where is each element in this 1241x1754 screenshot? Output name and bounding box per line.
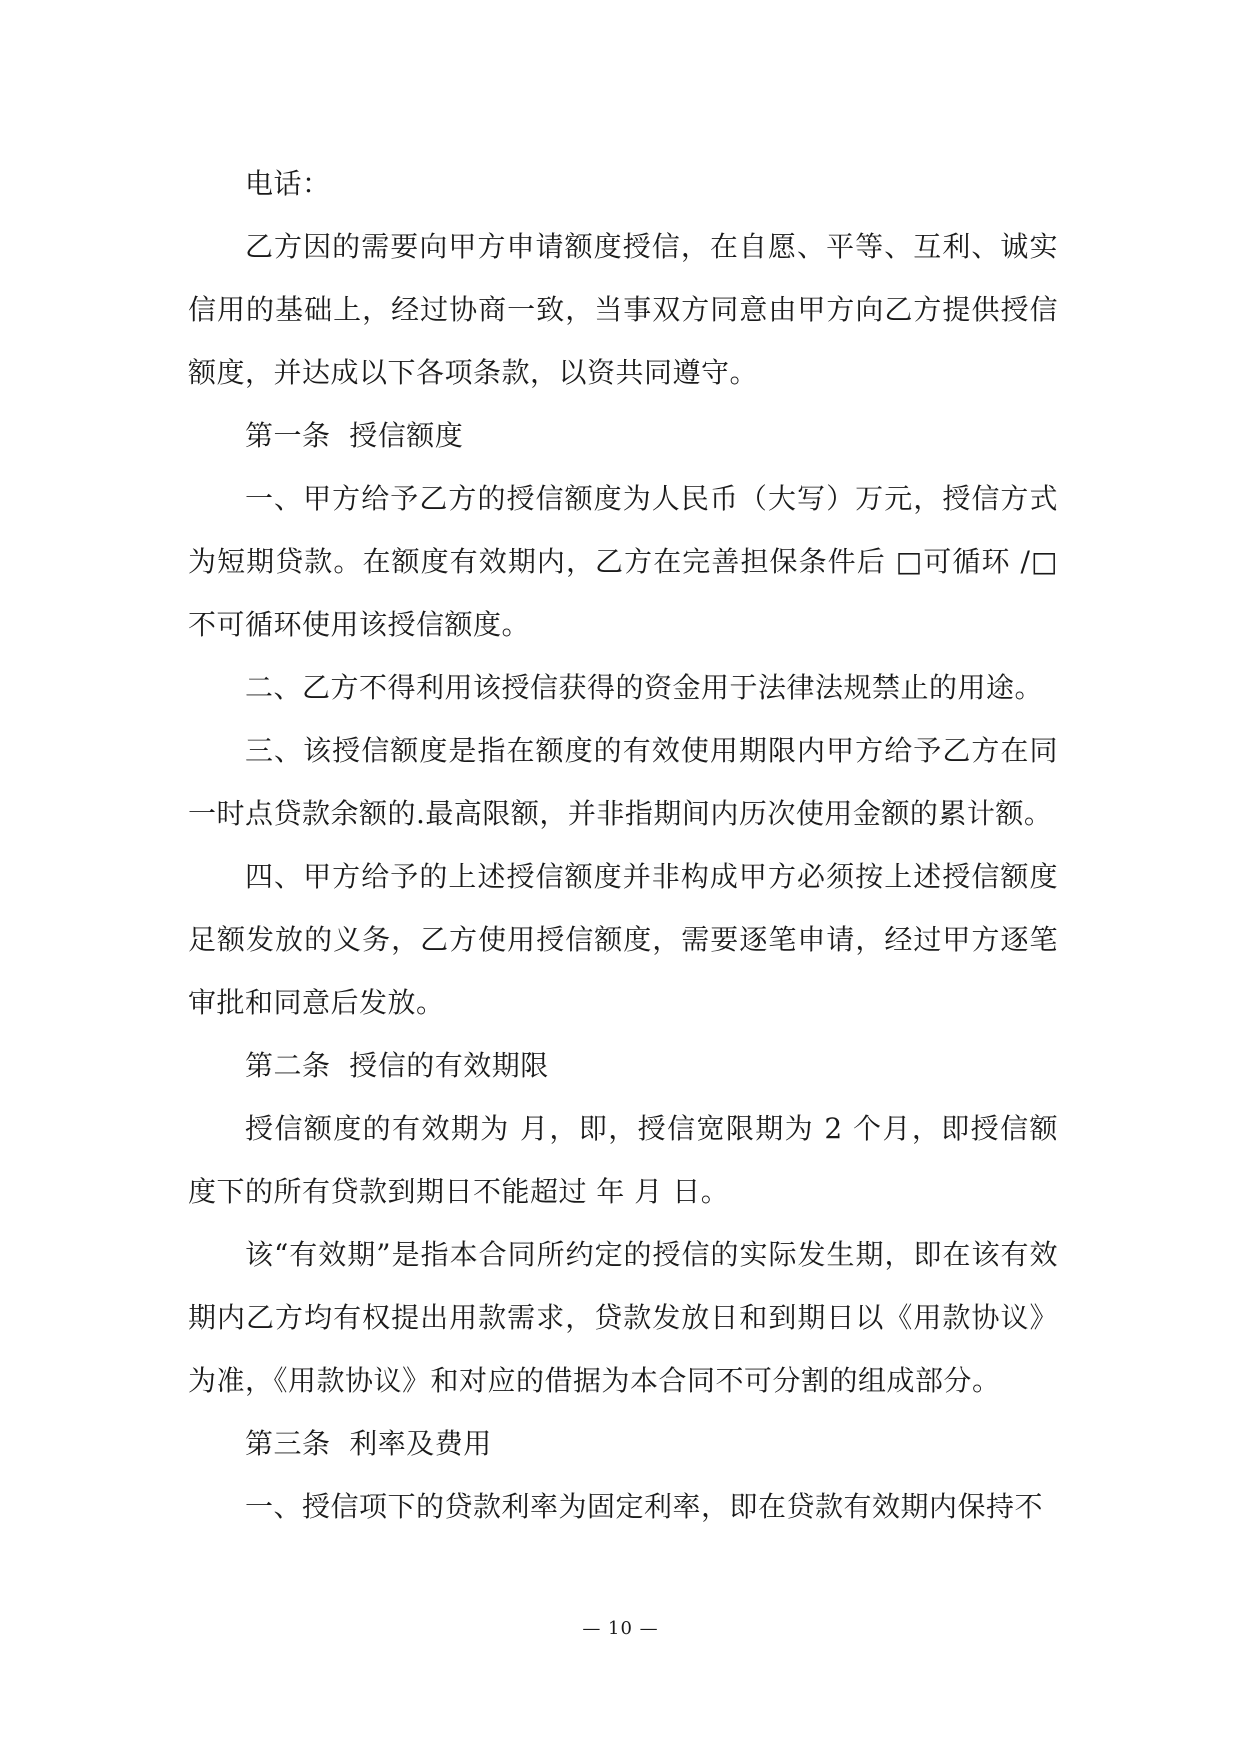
paragraph-phone: 电话： <box>245 167 331 200</box>
article-2-clause-2: 该“有效期”是指本合同所约定的授信的实际发生期，即在该有效期内乙方均有权提出用款需求，贷款发放日和到期日以《用款协议》为准，《用款协议》和对应的借据为本合同不可分割的组成部分。 <box>188 1238 1058 1397</box>
article-1-clause-1: 一、甲方给予乙方的授信额度为人民币（大写）万元，授信方式为短期贷款。在额度有效期内，乙方在完善担保条件后 □可循环 /□不可循环使用该授信额度。 <box>188 482 1058 641</box>
article-1-heading: 第一条 授信额度 <box>245 419 464 452</box>
article-3-clause-1: 一、授信项下的贷款利率为固定利率，即在贷款有效期内保持不 <box>245 1490 1044 1523</box>
article-1-clause-3: 三、该授信额度是指在额度的有效使用期限内甲方给予乙方在同一时点贷款余额的.最高限额，并非指期间内历次使用金额的累计额。 <box>188 734 1058 830</box>
page-number: — 10 — <box>582 1618 659 1639</box>
article-3-heading: 第三条 利率及费用 <box>245 1427 492 1460</box>
article-1-clause-2: 二、乙方不得利用该授信获得的资金用于法律法规禁止的用途。 <box>245 671 1044 704</box>
article-1-clause-4: 四、甲方给予的上述授信额度并非构成甲方必须按上述授信额度足额发放的义务，乙方使用授信额度，需要逐笔申请，经过甲方逐笔审批和同意后发放。 <box>188 860 1058 1019</box>
article-2-heading: 第二条 授信的有效期限 <box>245 1049 549 1082</box>
document-body <box>188 152 1058 1538</box>
paragraph-preamble: 乙方因的需要向甲方申请额度授信，在自愿、平等、互利、诚实信用的基础上，经过协商一致，当事双方同意由甲方向乙方提供授信额度，并达成以下各项条款，以资共同遵守。 <box>188 230 1058 389</box>
article-2-clause-1: 授信额度的有效期为 月，即，授信宽限期为 2 个月，即授信额度下的所有贷款到期日不能超过 年 月 日。 <box>188 1112 1058 1208</box>
